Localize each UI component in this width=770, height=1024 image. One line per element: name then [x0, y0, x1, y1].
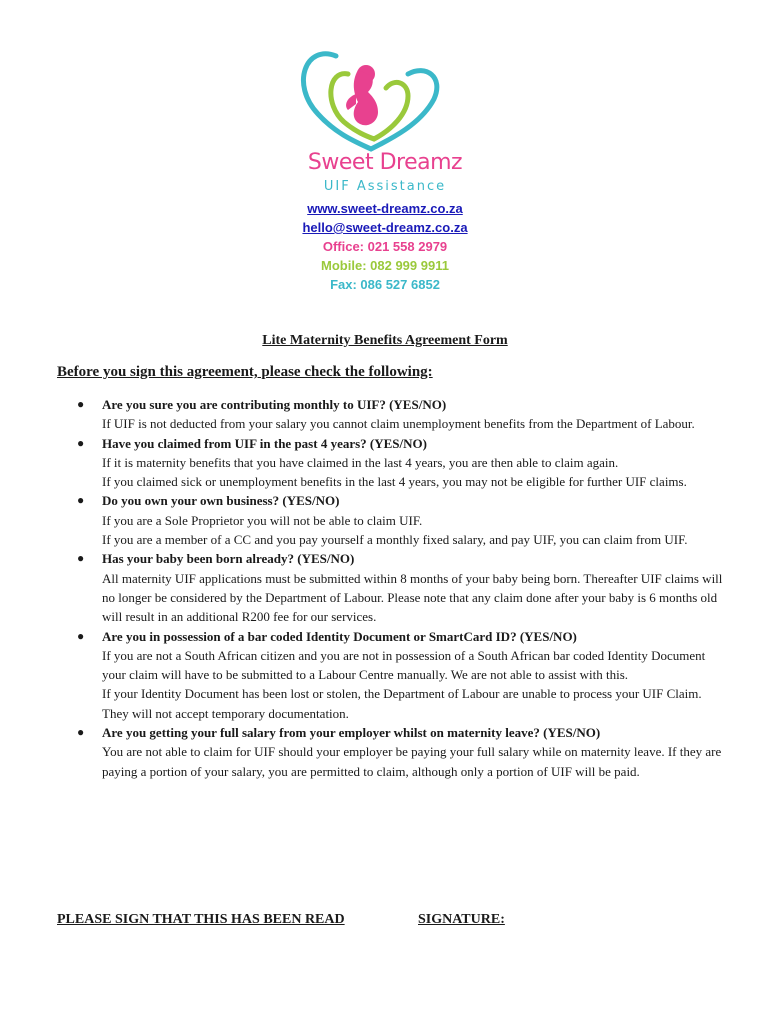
checklist-question: Are you in possession of a bar coded Identity Document or SmartCard ID? (YES/NO)	[102, 628, 577, 644]
email-link[interactable]: hello@sweet-dreamz.co.za	[302, 220, 468, 235]
checklist-question: Has your baby been born already? (YES/NO)	[102, 551, 355, 567]
sign-read-label: PLEASE SIGN THAT THIS HAS BEEN READ	[57, 912, 345, 927]
signature-field[interactable]: SIGNATURE:	[418, 912, 505, 927]
form-intro: Before you sign this agreement, please check the following:	[57, 364, 433, 380]
brand-subtitle: UIF Assistance	[323, 179, 447, 194]
fax-number: Fax: 086 527 6852	[330, 277, 440, 292]
checklist-answer: You are not able to claim for UIF should your employer be paying your full salary while on maternity leave. If they are paying a portion of your salary, you are permitted to claim, although only a portion of UIF will be paid.	[102, 744, 722, 779]
form-title: Lite Maternity Benefits Agreement Form	[262, 333, 508, 348]
bullet-icon: ●	[77, 725, 85, 740]
website-link[interactable]: www.sweet-dreamz.co.za	[307, 201, 463, 216]
checklist-answer: If you are a member of a CC and you pay yourself a monthly fixed salary, and pay UIF, you can claim from UIF.	[102, 532, 688, 548]
brand-name: Sweet Dreamz	[307, 150, 463, 175]
bullet-icon: ●	[77, 628, 85, 643]
checklist-answer: All maternity UIF applications must be submitted within 8 months of your baby being born. Thereafter UIF claims will no longer be considered by the Department of Labour. Please note that any claim done after your baby is 6 months old will result in an additional R200 fee for our services.	[102, 570, 723, 625]
checklist-item	[57, 434, 727, 492]
checklist-item	[57, 491, 727, 549]
checklist-answer: If it is maternity benefits that you have claimed in the last 4 years, you are then able to claim again.	[102, 454, 619, 470]
bullet-icon: ●	[77, 493, 85, 508]
checklist-question: Do you own your own business? (YES/NO)	[102, 493, 340, 509]
checklist-question: Are you sure you are contributing monthly to UIF? (YES/NO)	[102, 397, 447, 412]
checklist-answer: If you claimed sick or unemployment benefits in the last 4 years, you may not be eligible for further UIF claims.	[102, 474, 687, 490]
checklist-answer: If your Identity Document has been lost or stolen, the Department of Labour are unable to process your UIF Claim. They will not accept temporary documentation.	[102, 686, 702, 721]
checklist-question: Are you getting your full salary from your employer whilst on maternity leave? (YES/NO)	[102, 725, 601, 741]
checklist-answer: If UIF is not deducted from your salary you cannot claim unemployment benefits from the Department of Labour.	[102, 416, 695, 432]
checklist-item	[57, 549, 727, 626]
checklist	[57, 395, 727, 781]
checklist-answer: If you are not a South African citizen and you are not in possession of a South African bar coded Identity Document your claim will have to be submitted to a Labour Centre manually. We are not able to assist with this.	[102, 647, 706, 683]
checklist-answer: If you are a Sole Proprietor you will not be able to claim UIF.	[102, 512, 423, 528]
checklist-item	[57, 627, 727, 723]
bullet-icon: ●	[77, 551, 85, 566]
office-phone: Office: 021 558 2979	[322, 239, 448, 254]
bullet-icon: ●	[77, 435, 85, 450]
checklist-question: Have you claimed from UIF in the past 4 years? (YES/NO)	[102, 435, 427, 451]
bullet-icon: ●	[77, 397, 85, 411]
checklist-item	[57, 723, 727, 781]
checklist-item	[57, 395, 727, 434]
mobile-phone: Mobile: 082 999 9911	[321, 258, 449, 273]
